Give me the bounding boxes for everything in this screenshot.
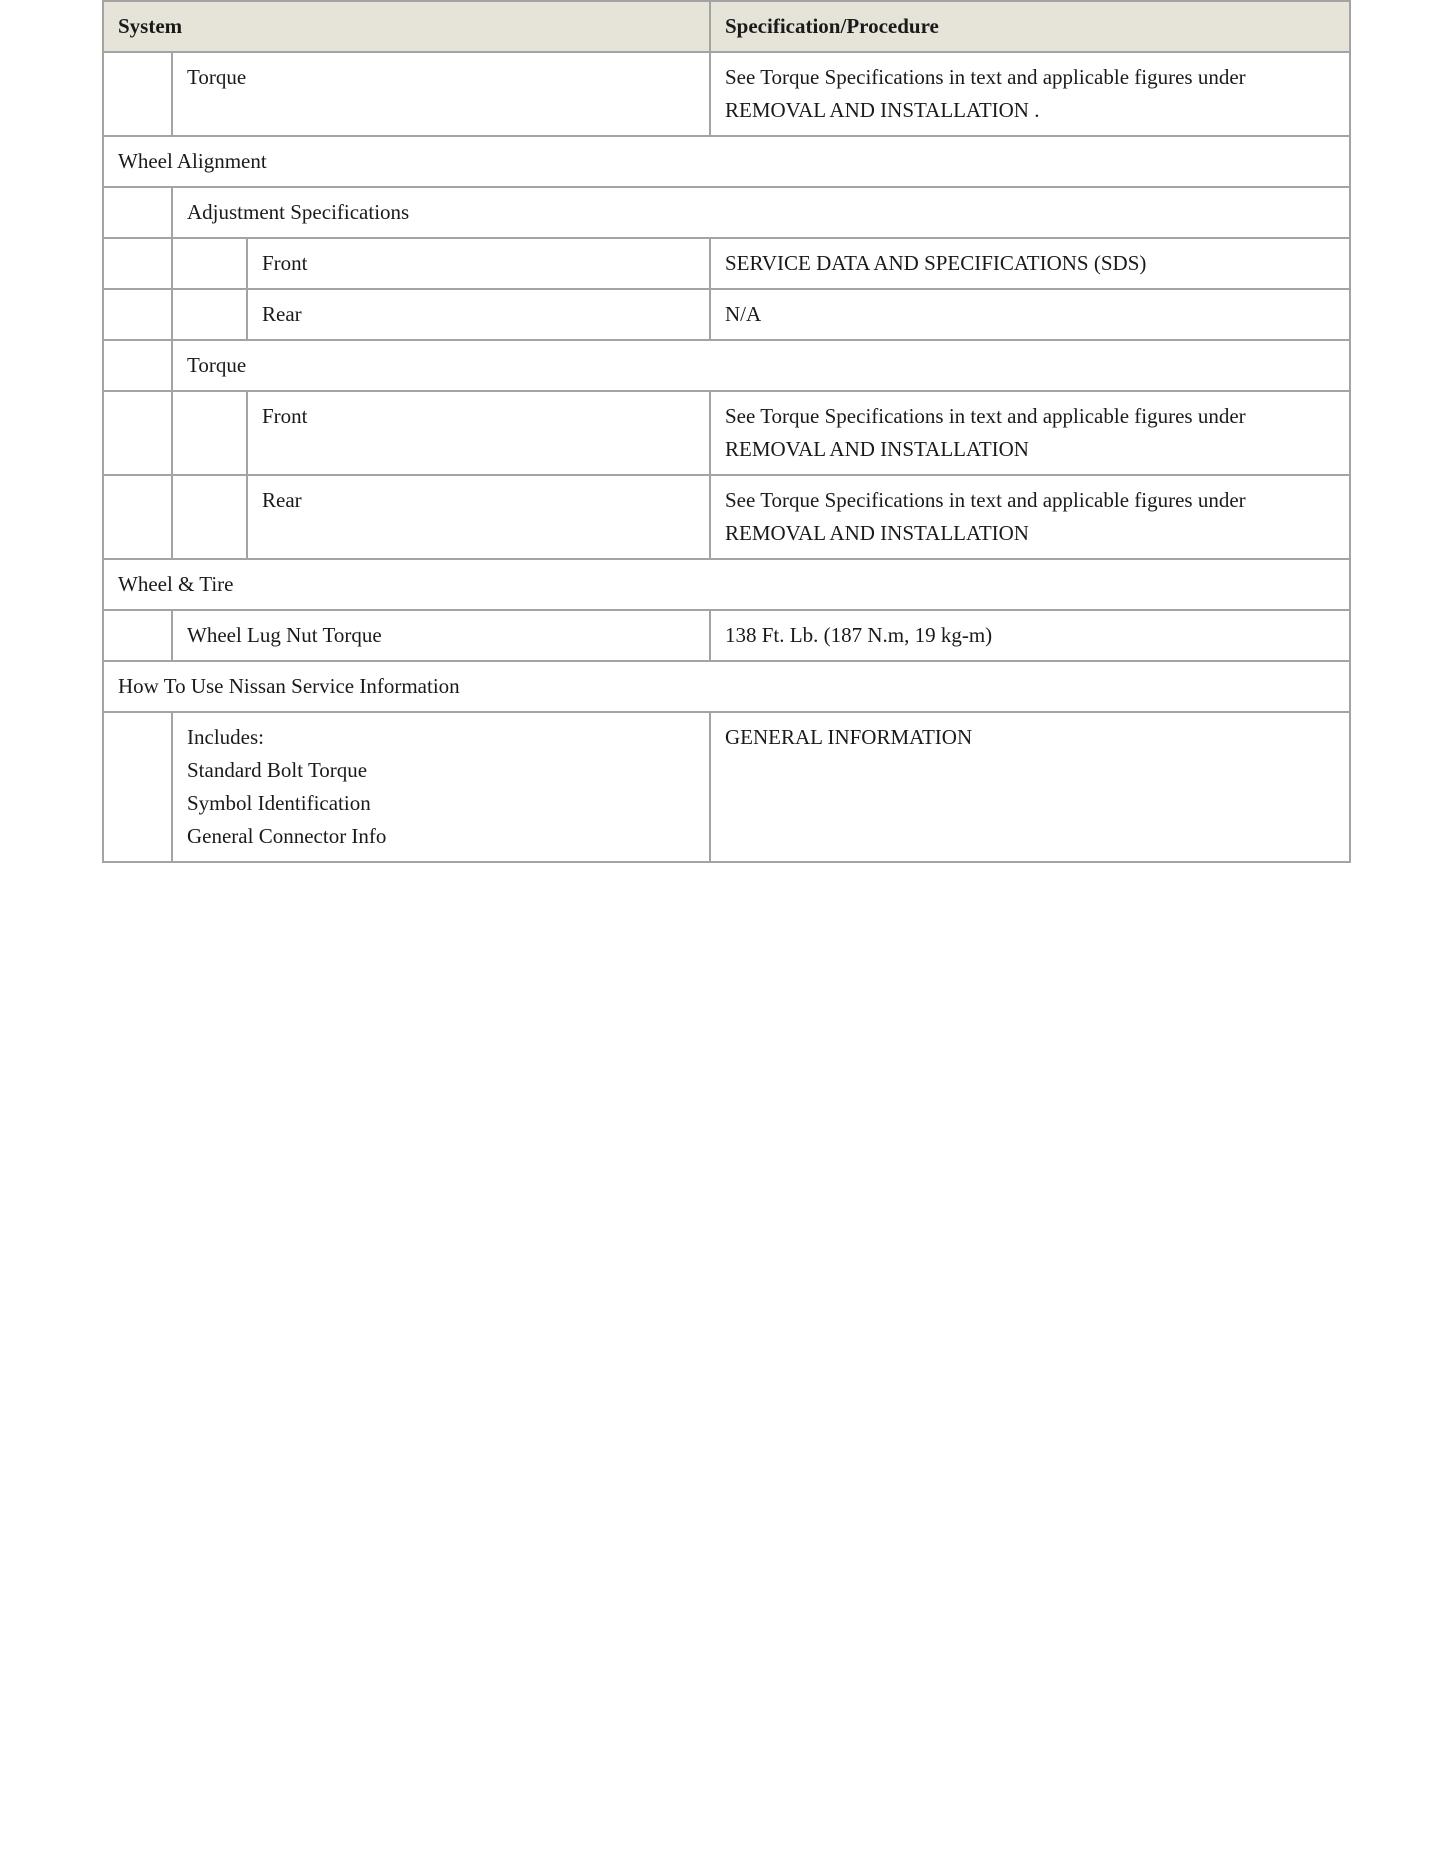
table-row — [103, 559, 1350, 610]
spec-line: See Torque Specifications in text and applicable figures under — [725, 65, 1246, 89]
row-spec-torque-front — [710, 391, 1350, 475]
indent-cell — [103, 391, 172, 475]
spec-line: REMOVAL AND INSTALLATION — [725, 437, 1029, 461]
row-spec-torque-rear — [710, 475, 1350, 559]
row-label-adj-front: Front — [247, 238, 710, 289]
table-header-row — [103, 1, 1350, 52]
indent-cell — [103, 52, 172, 136]
indent-cell — [172, 238, 247, 289]
header-system: System — [103, 1, 710, 52]
row-spec-adj-front: SERVICE DATA AND SPECIFICATIONS (SDS) — [710, 238, 1350, 289]
row-label-includes — [172, 712, 710, 862]
specification-table — [102, 0, 1351, 863]
row-label-adj-rear: Rear — [247, 289, 710, 340]
row-spec-adj-rear: N/A — [710, 289, 1350, 340]
includes-line: Includes: — [187, 725, 264, 749]
table-row — [103, 238, 1350, 289]
spec-line: REMOVAL AND INSTALLATION — [725, 521, 1029, 545]
table-row — [103, 391, 1350, 475]
row-label-torque-rear: Rear — [247, 475, 710, 559]
includes-line: Symbol Identification — [187, 791, 371, 815]
header-specification: Specification/Procedure — [710, 1, 1350, 52]
row-spec-lug-nut: 138 Ft. Lb. (187 N.m, 19 kg-m) — [710, 610, 1350, 661]
subsection-torque: Torque — [172, 340, 1350, 391]
spec-line: REMOVAL AND INSTALLATION . — [725, 98, 1040, 122]
section-wheel-alignment: Wheel Alignment — [103, 136, 1350, 187]
table-row — [103, 475, 1350, 559]
table-row — [103, 610, 1350, 661]
spec-line: See Torque Specifications in text and applicable figures under — [725, 488, 1246, 512]
row-label-torque-front: Front — [247, 391, 710, 475]
indent-cell — [172, 289, 247, 340]
indent-cell — [103, 475, 172, 559]
row-label-lug-nut: Wheel Lug Nut Torque — [172, 610, 710, 661]
table-row — [103, 712, 1350, 862]
indent-cell — [103, 712, 172, 862]
indent-cell — [103, 289, 172, 340]
table-row — [103, 136, 1350, 187]
subsection-adjustment-specifications: Adjustment Specifications — [172, 187, 1350, 238]
section-wheel-tire: Wheel & Tire — [103, 559, 1350, 610]
indent-cell — [103, 610, 172, 661]
includes-line: General Connector Info — [187, 824, 387, 848]
table-row — [103, 661, 1350, 712]
spec-line: See Torque Specifications in text and applicable figures under — [725, 404, 1246, 428]
table-row — [103, 289, 1350, 340]
table-row — [103, 52, 1350, 136]
indent-cell — [103, 187, 172, 238]
row-label-torque: Torque — [172, 52, 710, 136]
section-nissan-info: How To Use Nissan Service Information — [103, 661, 1350, 712]
table-row — [103, 340, 1350, 391]
indent-cell — [103, 238, 172, 289]
indent-cell — [172, 391, 247, 475]
includes-line: Standard Bolt Torque — [187, 758, 368, 782]
indent-cell — [103, 340, 172, 391]
row-spec-torque — [710, 52, 1350, 136]
row-spec-includes: GENERAL INFORMATION — [710, 712, 1350, 862]
indent-cell — [172, 475, 247, 559]
table-row — [103, 187, 1350, 238]
